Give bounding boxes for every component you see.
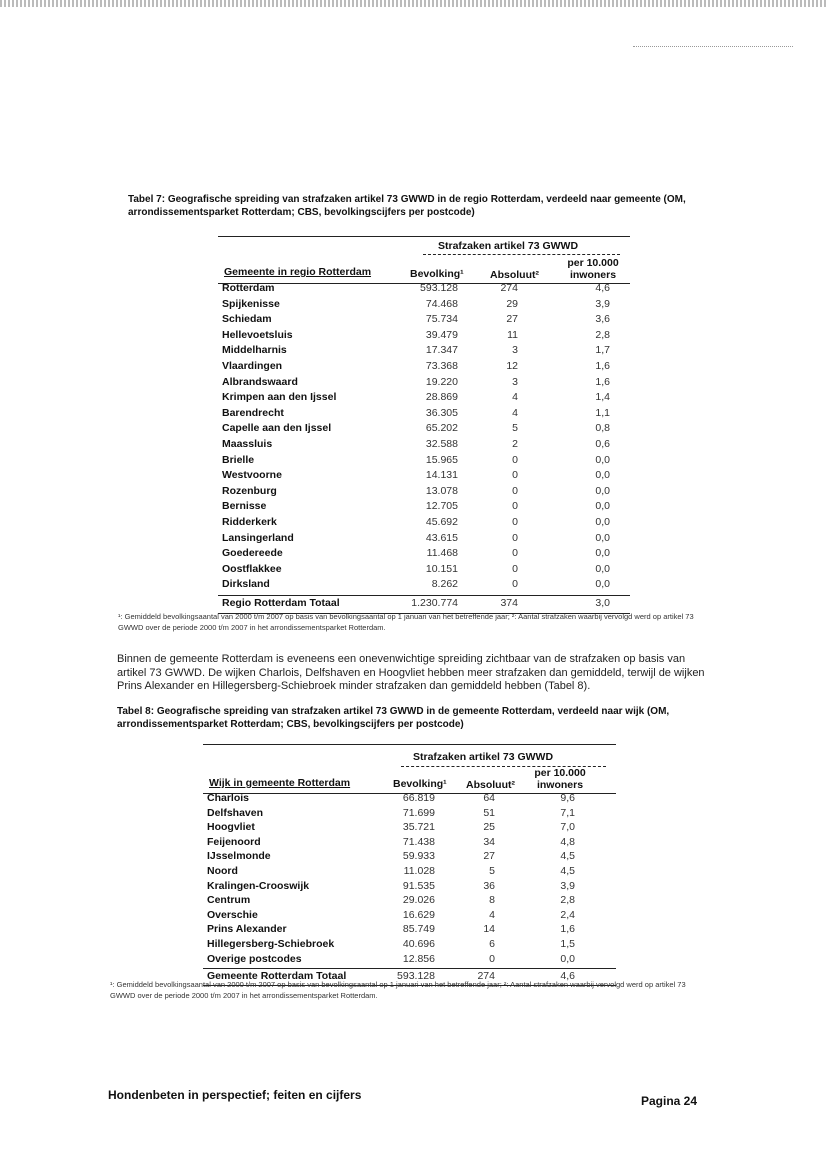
cell-population: 11.468 <box>426 547 458 560</box>
table-row <box>218 578 630 594</box>
cell-population: 16.629 <box>402 908 435 921</box>
cell-population: 74.468 <box>425 297 458 310</box>
cell-name: Dirksland <box>222 578 270 591</box>
table-row <box>218 547 630 563</box>
table-row <box>203 836 616 852</box>
cell-per-10000: 4,6 <box>595 282 610 294</box>
cell-per-10000: 4,5 <box>560 865 575 877</box>
cell-population: 13.078 <box>425 484 458 497</box>
cell-absolute: 0 <box>512 469 518 482</box>
table8-col-abs: Absoluut² <box>466 779 515 791</box>
cell-per-10000: 0,0 <box>595 547 610 560</box>
table7-footnote: ¹: Gemiddeld bevolkingsaantal van 2000 t/m 2007 op basis van bevolkingsaantal op 1 januari van het betreffende jaar; ²: Aantal strafzaken waarbij vervolgd werd op artikel 73 GWWD over de periode 2000 t/m 2007 in het arrondissementsparket Rotterdam. <box>118 612 694 632</box>
cell-absolute: 0 <box>512 453 518 466</box>
cell-name: Charlois <box>207 792 250 804</box>
cell-name: Kralingen-Crooswijk <box>207 879 310 892</box>
table7-top-rule <box>218 236 630 237</box>
cell-name: Gemeente Rotterdam Totaal <box>207 970 347 983</box>
cell-per-10000: 0,0 <box>595 578 610 591</box>
cell-per-10000: 3,6 <box>595 313 610 326</box>
cell-absolute: 2 <box>512 438 518 450</box>
table-row <box>218 438 630 454</box>
cell-per-10000: 0,8 <box>595 422 610 435</box>
cell-population: 75.734 <box>425 313 458 326</box>
cell-population: 91.535 <box>402 879 435 892</box>
table7-group-header: Strafzaken artikel 73 GWWD <box>438 240 579 252</box>
cell-population: 11.028 <box>403 865 435 877</box>
cell-population: 593.128 <box>397 970 435 983</box>
table-row <box>203 821 616 837</box>
table-row <box>218 485 630 501</box>
cell-absolute: 11 <box>507 328 518 341</box>
cell-name: Spijkenisse <box>222 297 280 310</box>
cell-name: Westvoorne <box>222 469 282 482</box>
cell-per-10000: 1,4 <box>595 391 610 404</box>
cell-name: Brielle <box>222 453 255 466</box>
table-row <box>203 938 616 954</box>
cell-per-10000: 0,6 <box>595 438 610 450</box>
page-number: Pagina 24 <box>641 1094 698 1108</box>
cell-per-10000: 1,6 <box>595 360 610 372</box>
cell-absolute: 0 <box>512 516 518 528</box>
cell-per-10000: 0,0 <box>595 469 610 482</box>
cell-population: 65.202 <box>425 422 458 435</box>
table-row <box>203 923 616 939</box>
cell-population: 12.856 <box>402 952 435 965</box>
cell-per-10000: 7,0 <box>560 821 575 834</box>
table-row <box>203 865 616 881</box>
cell-per-10000: 0,0 <box>595 500 610 513</box>
cell-name: Prins Alexander <box>207 923 287 936</box>
table8-col-name: Wijk in gemeente Rotterdam <box>209 777 351 789</box>
cell-absolute: 374 <box>500 597 518 609</box>
table7-caption: Tabel 7: Geografische spreiding van strafzaken artikel 73 GWWD in de regio Rotterdam, verdeeld naar gemeente (OM, arrondissementsparket Rotterdam; CBS, bevolkingscijfers per postcode) <box>128 194 686 218</box>
table-row <box>218 563 630 579</box>
cell-absolute: 5 <box>512 422 518 435</box>
cell-population: 8.262 <box>431 578 458 591</box>
table-row <box>218 313 630 329</box>
cell-population: 43.615 <box>425 531 458 544</box>
cell-name: Centrum <box>207 894 251 907</box>
cell-per-10000: 0,0 <box>595 562 610 575</box>
table-row <box>218 376 630 392</box>
cell-name: Noord <box>207 865 238 877</box>
cell-absolute: 27 <box>483 850 495 863</box>
table-row <box>218 422 630 438</box>
cell-population: 71.699 <box>402 806 435 819</box>
cell-absolute: 4 <box>489 908 495 921</box>
cell-population: 39.479 <box>425 328 458 341</box>
cell-name: Rotterdam <box>222 282 275 294</box>
cell-per-10000: 2,4 <box>560 908 575 921</box>
table8-caption: Tabel 8: Geografische spreiding van strafzaken artikel 73 GWWD in de gemeente Rotterdam, verdeeld naar wijk (OM, arrondissementsparket Rotterdam; CBS, bevolkingscijfers per postcode) <box>117 706 670 730</box>
cell-absolute: 274 <box>500 282 518 294</box>
cell-population: 15.965 <box>425 453 458 466</box>
cell-population: 17.347 <box>425 344 458 357</box>
cell-per-10000: 0,0 <box>595 484 610 497</box>
cell-name: Rozenburg <box>222 484 277 497</box>
cell-per-10000: 1,6 <box>560 923 575 936</box>
cell-name: Capelle aan den Ijssel <box>222 422 332 435</box>
cell-name: Albrandswaard <box>222 375 298 388</box>
cell-absolute: 0 <box>512 578 518 591</box>
cell-absolute: 3 <box>512 344 518 357</box>
body-paragraph: Binnen de gemeente Rotterdam is eveneens een onevenwichtige spreiding zichtbaar van de strafzaken op basis van artikel 73 GWWD. De wijken Charlois, Delfshaven en Hoogvliet hebben meer strafzaken dan gemiddeld, terwijl de wijken Prins Alexander en Hillegersberg-Schiebroek minder strafzaken dan gemiddeld hebben (Tabel 8). <box>117 653 705 692</box>
cell-absolute: 0 <box>512 562 518 575</box>
table8-col-pop: Bevolking¹ <box>393 778 447 790</box>
table7-group-rule <box>423 254 620 255</box>
cell-absolute: 0 <box>512 547 518 560</box>
table7 <box>218 236 630 614</box>
table-row <box>203 807 616 823</box>
footer-title: Hondenbeten in perspectief; feiten en cijfers <box>108 1088 362 1102</box>
cell-per-10000: 3,9 <box>560 879 575 892</box>
table-row <box>218 500 630 516</box>
cell-name: Oostflakkee <box>222 562 282 575</box>
table-row <box>218 469 630 485</box>
table-row <box>218 298 630 314</box>
table-row <box>218 360 630 376</box>
cell-name: Feijenoord <box>207 835 261 848</box>
cell-per-10000: 3,9 <box>595 297 610 310</box>
cell-per-10000: 1,6 <box>595 375 610 388</box>
table8-footnote: ¹: Gemiddeld bevolkingsaantal van 2000 t/m 2007 op basis van bevolkingsaantal op 1 januari van het betreffende jaar; ²: Aantal strafzaken waarbij vervolgd werd op artikel 73 GWWD over de periode 2000 t/m 2007 in het arrondissementsparket Rotterdam. <box>110 980 686 1000</box>
cell-per-10000: 0,0 <box>595 453 610 466</box>
cell-name: Goedereede <box>222 547 283 560</box>
cell-name: Hellevoetsluis <box>222 328 293 341</box>
cell-absolute: 51 <box>483 806 495 819</box>
cell-population: 29.026 <box>402 894 435 907</box>
cell-name: Vlaardingen <box>222 360 283 372</box>
cell-per-10000: 1,5 <box>560 938 575 950</box>
cell-absolute: 0 <box>512 500 518 513</box>
table7-col-per: per 10.000 inwoners <box>567 257 619 281</box>
cell-absolute: 4 <box>512 406 518 419</box>
cell-population: 35.721 <box>402 821 435 834</box>
cell-name: Barendrecht <box>222 406 284 419</box>
cell-absolute: 0 <box>512 531 518 544</box>
cell-name: Bernisse <box>222 500 267 513</box>
cell-per-10000: 9,6 <box>560 792 575 804</box>
cell-per-10000: 0,0 <box>560 952 575 965</box>
cell-population: 1.230.774 <box>411 597 458 609</box>
cell-name: Lansingerland <box>222 531 294 544</box>
cell-name: Regio Rotterdam Totaal <box>222 597 340 609</box>
table-row <box>203 953 616 969</box>
total-rule <box>203 968 616 969</box>
cell-absolute: 274 <box>477 970 495 983</box>
cell-population: 19.220 <box>425 375 458 388</box>
cell-population: 66.819 <box>402 792 435 804</box>
cell-name: Overige postcodes <box>207 952 302 965</box>
cell-absolute: 12 <box>506 360 518 372</box>
cell-per-10000: 1,1 <box>595 406 610 419</box>
cell-absolute: 25 <box>483 821 495 834</box>
cell-name: Middelharnis <box>222 344 287 357</box>
table-row <box>203 850 616 866</box>
cell-population: 14.131 <box>425 469 458 482</box>
cell-absolute: 3 <box>512 375 518 388</box>
table7-col-abs: Absoluut² <box>490 269 539 281</box>
table8-top-rule <box>203 744 616 745</box>
cell-name: Maassluis <box>222 438 273 450</box>
table-row <box>218 516 630 532</box>
cell-population: 10.151 <box>425 562 458 575</box>
total-rule <box>218 595 630 596</box>
cell-population: 12.705 <box>425 500 458 513</box>
cell-absolute: 8 <box>489 894 495 907</box>
cell-absolute: 5 <box>489 865 495 877</box>
cell-per-10000: 2,8 <box>595 328 610 341</box>
cell-per-10000: 3,0 <box>595 597 610 609</box>
cell-absolute: 34 <box>483 835 495 848</box>
cell-per-10000: 0,0 <box>595 531 610 544</box>
cell-population: 36.305 <box>425 406 458 419</box>
cell-absolute: 36 <box>483 879 495 892</box>
cell-name: Schiedam <box>222 313 272 326</box>
cell-name: Delfshaven <box>207 806 264 819</box>
table-row <box>218 454 630 470</box>
cell-absolute: 29 <box>506 297 518 310</box>
table-row <box>218 532 630 548</box>
cell-population: 32.588 <box>425 438 458 450</box>
cell-population: 593.128 <box>420 282 458 294</box>
header-rule <box>633 46 793 47</box>
cell-absolute: 64 <box>483 792 495 804</box>
cell-name: Ridderkerk <box>222 516 277 528</box>
cell-absolute: 27 <box>506 313 518 326</box>
cell-name: Krimpen aan den Ijssel <box>222 391 337 404</box>
cell-per-10000: 4,8 <box>560 835 575 848</box>
cell-name: Hoogvliet <box>207 821 255 834</box>
table-row <box>218 282 630 298</box>
table-row <box>218 407 630 423</box>
cell-absolute: 6 <box>489 938 495 950</box>
cell-population: 28.869 <box>425 391 458 404</box>
table-row <box>203 792 616 808</box>
cell-name: Overschie <box>207 908 258 921</box>
table8-col-per: per 10.000 inwoners <box>534 767 586 791</box>
cell-absolute: 4 <box>512 391 518 404</box>
cell-absolute: 0 <box>489 952 495 965</box>
table-row <box>203 909 616 925</box>
table-row <box>203 880 616 896</box>
cell-per-10000: 0,0 <box>595 516 610 528</box>
cell-population: 59.933 <box>402 850 435 863</box>
cell-per-10000: 1,7 <box>595 344 610 357</box>
cell-absolute: 14 <box>483 923 495 936</box>
scan-top-border <box>0 0 826 7</box>
cell-per-10000: 7,1 <box>560 806 575 819</box>
cell-per-10000: 2,8 <box>560 894 575 907</box>
cell-per-10000: 4,6 <box>560 970 575 983</box>
cell-absolute: 0 <box>512 484 518 497</box>
table-row <box>218 391 630 407</box>
cell-population: 45.692 <box>425 516 458 528</box>
cell-name: IJsselmonde <box>207 850 271 863</box>
cell-population: 73.368 <box>425 360 458 372</box>
cell-per-10000: 4,5 <box>560 850 575 863</box>
cell-population: 85.749 <box>402 923 435 936</box>
table7-col-pop: Bevolking¹ <box>410 268 464 280</box>
cell-population: 40.696 <box>402 938 435 950</box>
cell-population: 71.438 <box>402 835 435 848</box>
cell-name: Hillegersberg-Schiebroek <box>207 938 335 950</box>
table8 <box>203 744 616 983</box>
table-row <box>203 894 616 910</box>
table-row <box>218 329 630 345</box>
table-row <box>218 344 630 360</box>
table8-group-header: Strafzaken artikel 73 GWWD <box>413 751 554 763</box>
table7-col-name: Gemeente in regio Rotterdam <box>224 266 372 278</box>
